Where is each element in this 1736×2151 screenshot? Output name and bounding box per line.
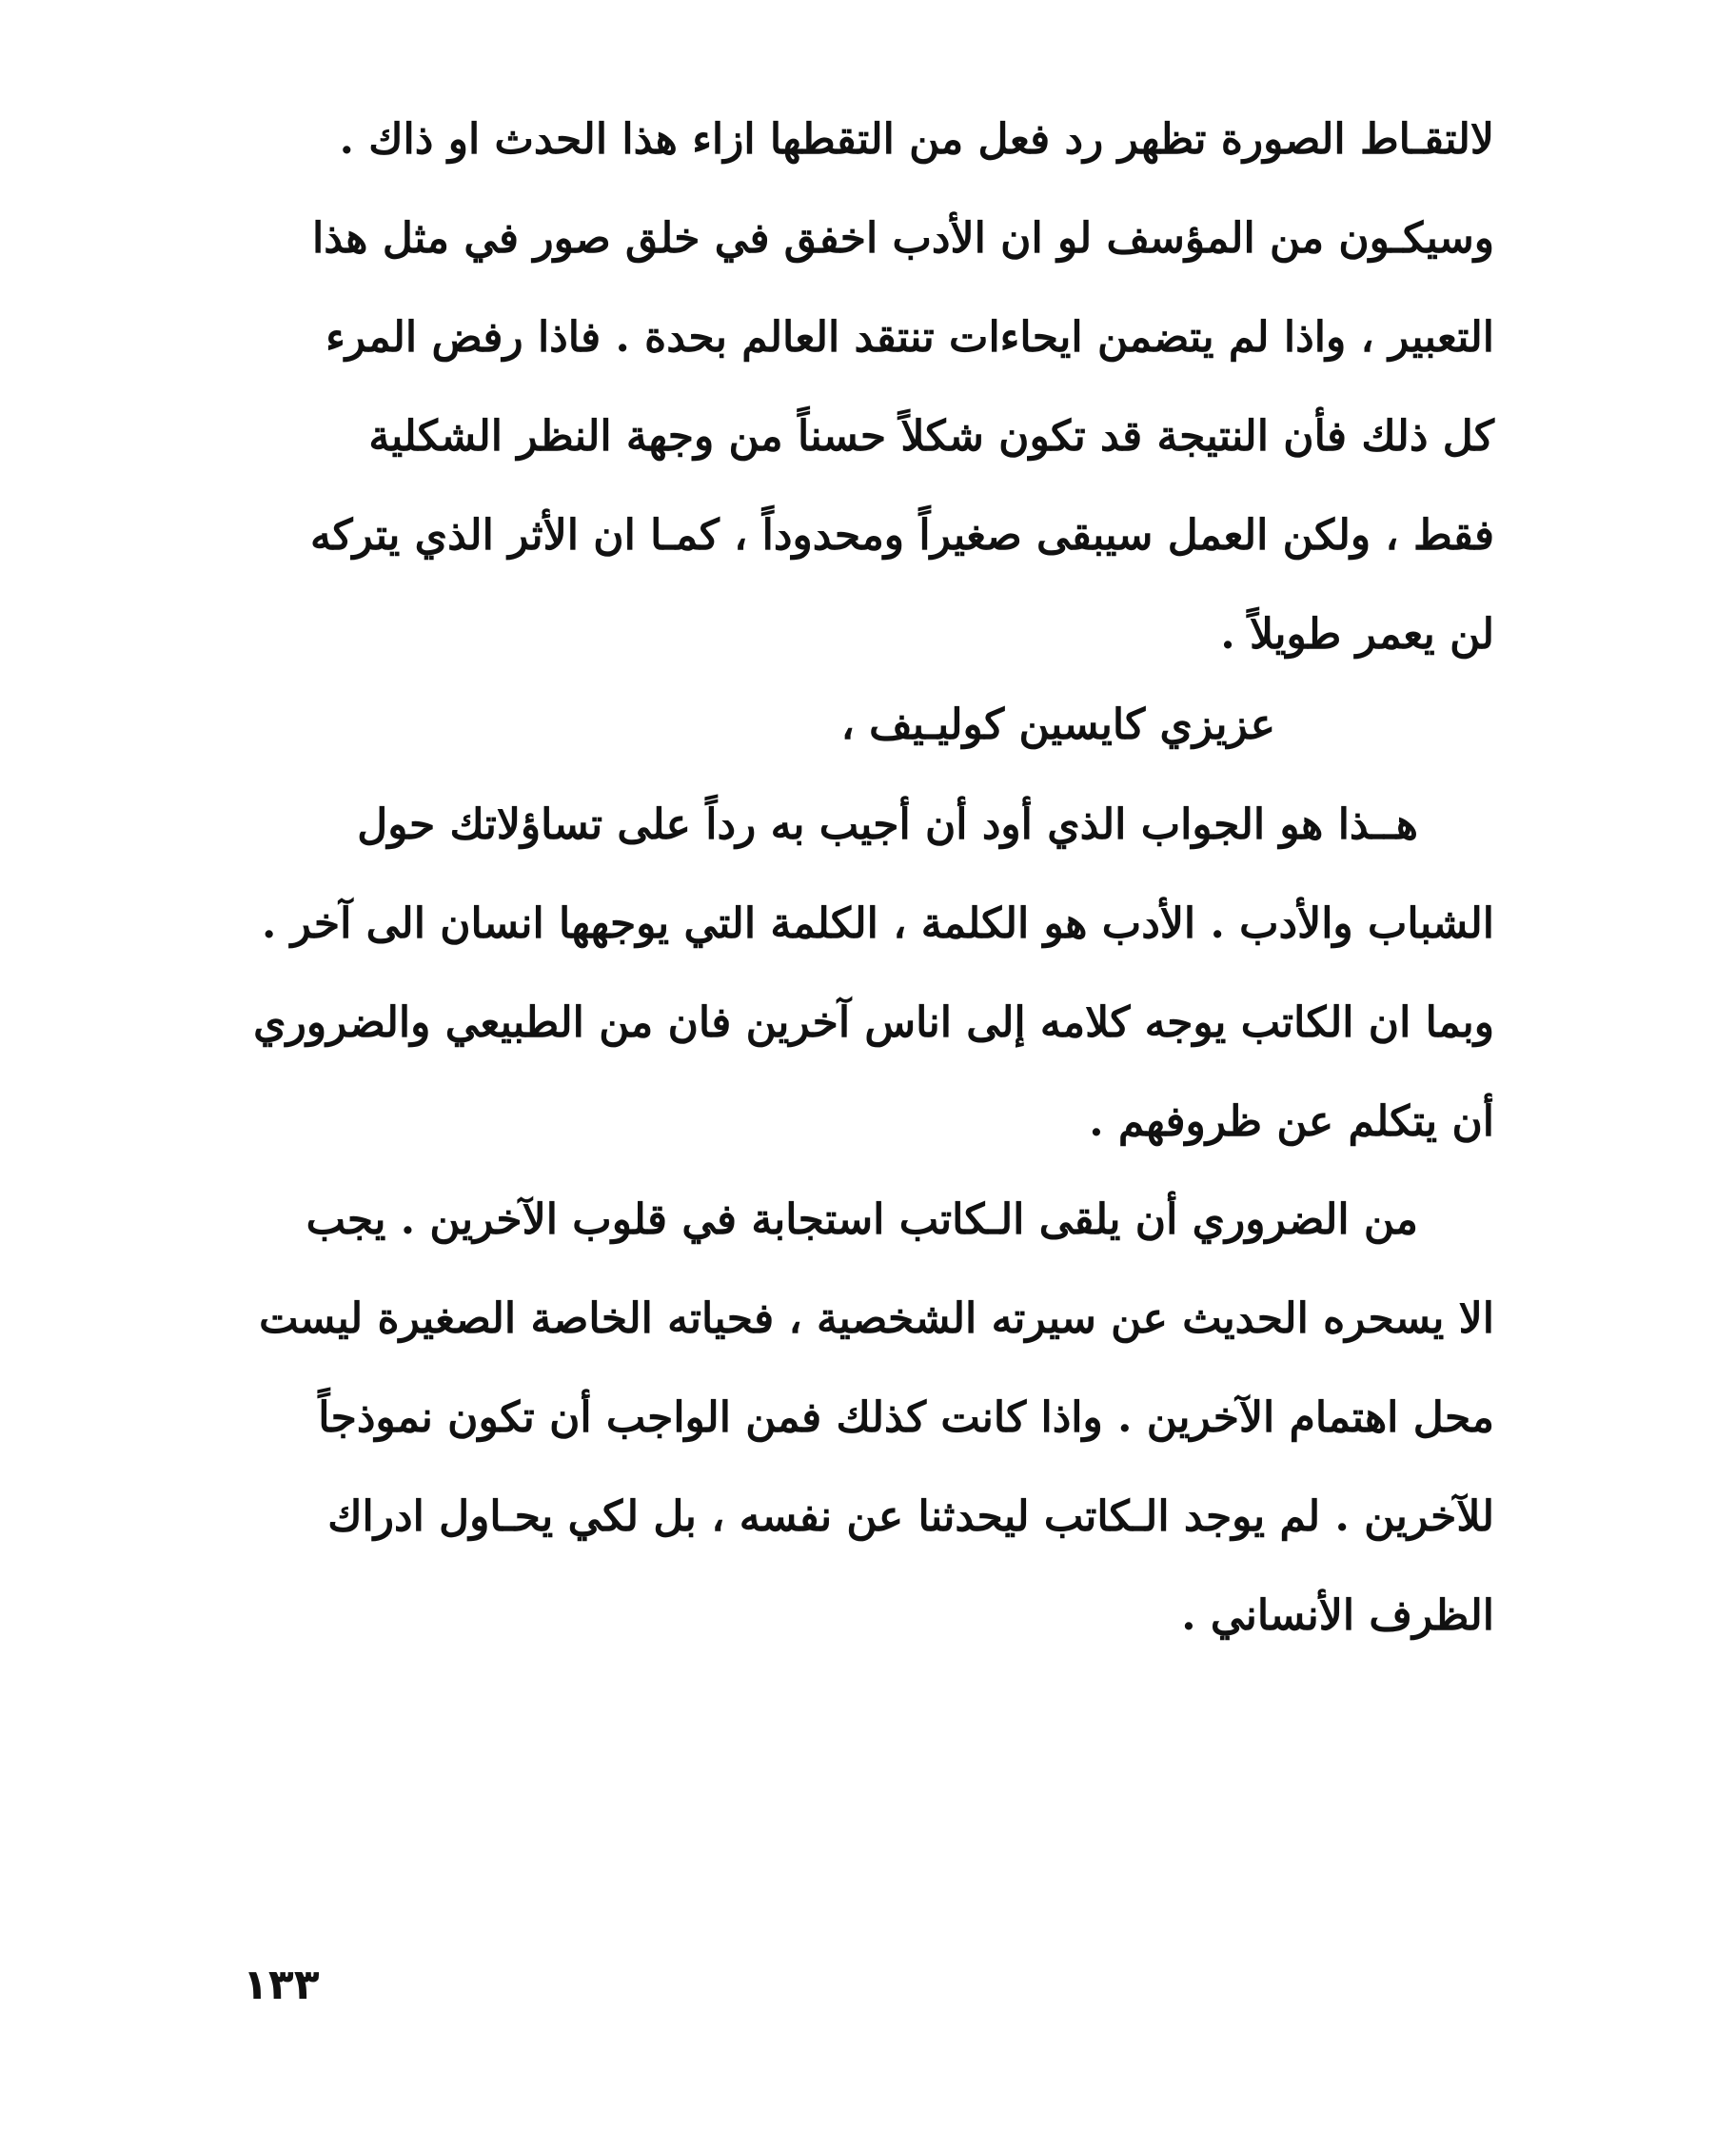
text-line: كل ذلك فأن النتيجة قد تكون شكلاً حسناً من وجهة النظر الشكلية (368, 412, 1494, 461)
text-line: للآخرين . لم يوجد الـكاتب ليحدثنا عن نفسه ، بل لكي يحـاول ادراك (327, 1492, 1494, 1541)
text-line: لالتقـاط الصورة تظهر رد فعل من التقطها ازاء هذا الحدث او ذاك . (339, 115, 1494, 164)
text-line: أن يتكلم عن ظروفهم . (1089, 1097, 1494, 1146)
salutation (214, 676, 1275, 775)
text-line: وبما ان الكاتب يوجه كلامه إلى اناس آخرين فان من الطبيعي والضروري (253, 998, 1494, 1047)
text-line: وسيكـون من المؤسف لو ان الأدب اخفق في خلق صور في مثل هذا (311, 214, 1494, 263)
text-line: الظرف الأنساني . (1181, 1591, 1494, 1640)
text-line: الشباب والأدب . الأدب هو الكلمة ، الكلمة التي يوجهها انسان الى آخر . (261, 899, 1494, 948)
text-line: هــذا هو الجواب الذي أود أن أجيب به رداً على تساؤلاتك حول (357, 800, 1418, 849)
text-line: فقط ، ولكن العمل سيبقى صغيراً ومحدوداً ، كمـا ان الأثر الذي يتركه (309, 511, 1494, 560)
text-line: الا يسحره الحديث عن سيرته الشخصية ، فحياته الخاصة الصغيرة ليست (259, 1294, 1494, 1343)
paragraph-3 (214, 1171, 1494, 1666)
page-number: ١٣٣ (243, 1961, 320, 2009)
text-line: من الضروري أن يلقى الـكاتب استجابة في قلوب الآخرين . يجب (306, 1195, 1418, 1244)
text-line: محل اهتمام الآخرين . واذا كانت كذلك فمن الواجب أن تكون نموذجاً (318, 1393, 1494, 1442)
paragraph-1 (214, 90, 1494, 684)
text-line: لن يعمر طويلاً . (1220, 610, 1494, 659)
paragraph-2 (214, 776, 1494, 1172)
salutation-text: عزيزي كايسين كوليـيف ، (840, 701, 1275, 749)
text-line: التعبير ، واذا لم يتضمن ايحاءات تنتقد العالم بحدة . فاذا رفض المرء (326, 313, 1494, 362)
